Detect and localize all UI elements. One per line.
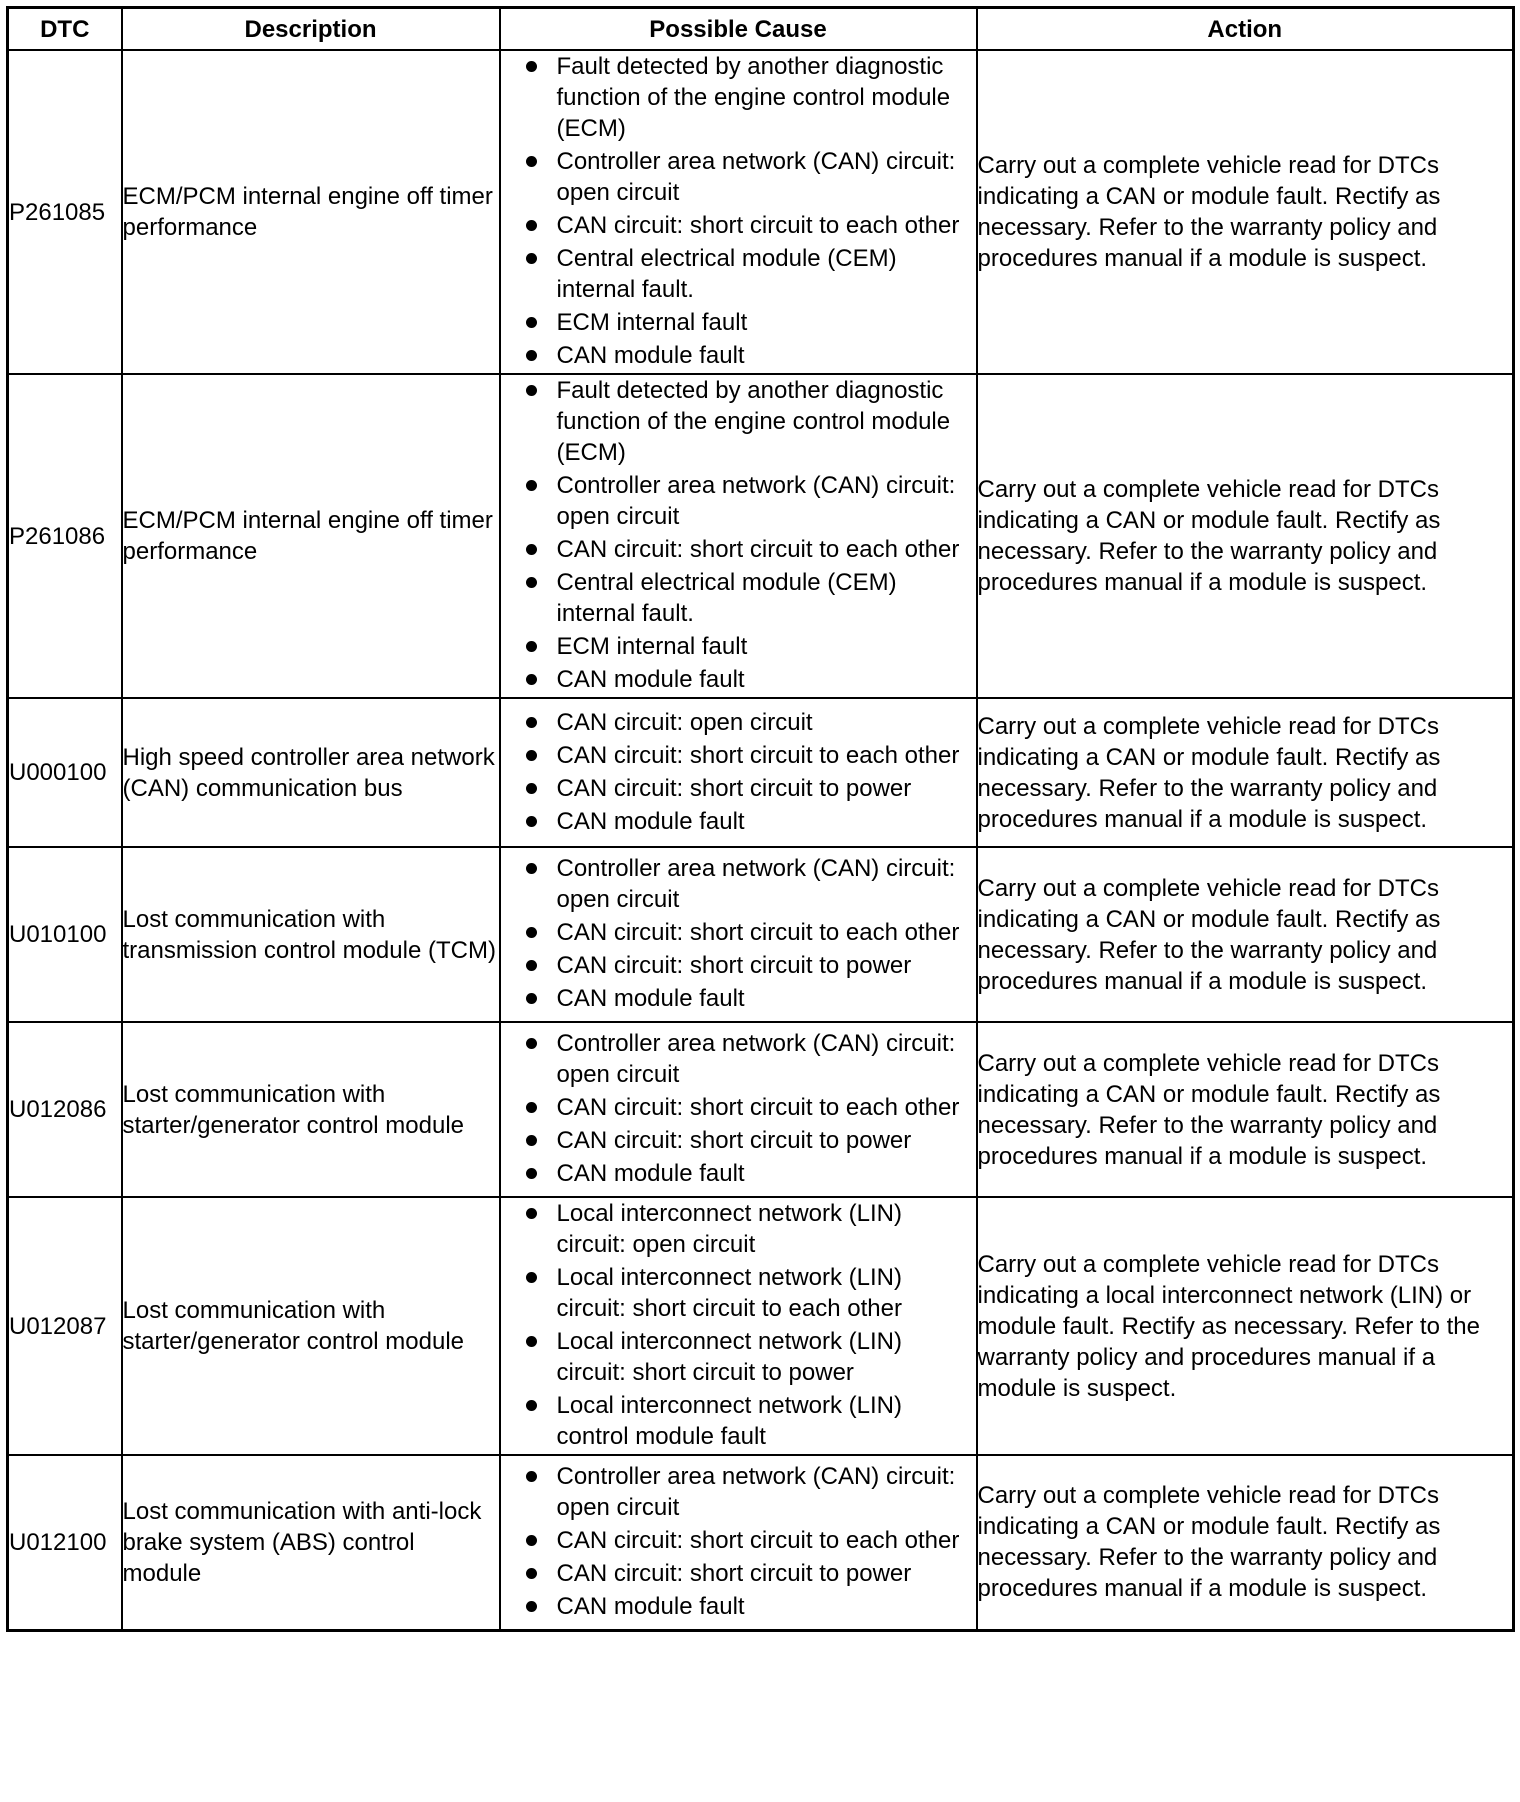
cause-item: ECM internal fault: [501, 307, 976, 338]
table-row: [8, 374, 1514, 698]
cause-item: CAN module fault: [501, 983, 976, 1014]
dtc-description: Lost communication with transmission control module (TCM): [122, 847, 500, 1022]
cause-item: CAN circuit: short circuit to each other: [501, 1525, 976, 1556]
header-action: Action: [977, 8, 1514, 51]
cause-item: CAN circuit: short circuit to power: [501, 950, 976, 981]
dtc-code: P261086: [8, 374, 122, 698]
dtc-code: U012087: [8, 1197, 122, 1455]
cause-item: ECM internal fault: [501, 631, 976, 662]
table-header-row: [8, 8, 1514, 51]
table-row: [8, 1197, 1514, 1455]
cause-item: CAN circuit: short circuit to each other: [501, 917, 976, 948]
cause-item: Controller area network (CAN) circuit: open circuit: [501, 146, 976, 208]
cause-item: CAN module fault: [501, 1158, 976, 1189]
possible-cause-list: [501, 51, 976, 371]
cause-item: Central electrical module (CEM) internal fault.: [501, 567, 976, 629]
cause-item: CAN circuit: short circuit to power: [501, 1125, 976, 1156]
possible-cause-list: [501, 1198, 976, 1452]
possible-cause-list: [501, 1461, 976, 1622]
cause-item: CAN circuit: short circuit to each other: [501, 534, 976, 565]
dtc-code: U012086: [8, 1022, 122, 1197]
dtc-code: U012100: [8, 1455, 122, 1630]
cause-item: CAN module fault: [501, 664, 976, 695]
cause-item: Controller area network (CAN) circuit: open circuit: [501, 853, 976, 915]
possible-cause-cell: [500, 1197, 977, 1455]
action-text: Carry out a complete vehicle read for DTCs indicating a CAN or module fault. Rectify as necessary. Refer to the warranty policy and procedures manual if a module is suspect.: [977, 50, 1514, 374]
possible-cause-cell: [500, 698, 977, 847]
dtc-description: High speed controller area network (CAN) communication bus: [122, 698, 500, 847]
dtc-description: Lost communication with starter/generator control module: [122, 1197, 500, 1455]
cause-item: CAN circuit: open circuit: [501, 707, 976, 738]
possible-cause-list: [501, 1028, 976, 1189]
dtc-code: U000100: [8, 698, 122, 847]
possible-cause-cell: [500, 50, 977, 374]
cause-item: Fault detected by another diagnostic function of the engine control module (ECM): [501, 51, 976, 144]
possible-cause-cell: [500, 847, 977, 1022]
possible-cause-cell: [500, 374, 977, 698]
cause-item: Fault detected by another diagnostic function of the engine control module (ECM): [501, 375, 976, 468]
header-description: Description: [122, 8, 500, 51]
cause-item: Local interconnect network (LIN) control module fault: [501, 1390, 976, 1452]
dtc-description: ECM/PCM internal engine off timer performance: [122, 374, 500, 698]
header-dtc: DTC: [8, 8, 122, 51]
possible-cause-list: [501, 707, 976, 837]
cause-item: Central electrical module (CEM) internal fault.: [501, 243, 976, 305]
cause-item: Controller area network (CAN) circuit: open circuit: [501, 1461, 976, 1523]
action-text: Carry out a complete vehicle read for DTCs indicating a CAN or module fault. Rectify as necessary. Refer to the warranty policy and procedures manual if a module is suspect.: [977, 374, 1514, 698]
cause-item: CAN circuit: short circuit to each other: [501, 740, 976, 771]
possible-cause-cell: [500, 1022, 977, 1197]
cause-item: Controller area network (CAN) circuit: open circuit: [501, 470, 976, 532]
possible-cause-list: [501, 375, 976, 695]
header-possible-cause: Possible Cause: [500, 8, 977, 51]
table-row: [8, 698, 1514, 847]
cause-item: CAN circuit: short circuit to each other: [501, 1092, 976, 1123]
dtc-description: Lost communication with anti-lock brake system (ABS) control module: [122, 1455, 500, 1630]
action-text: Carry out a complete vehicle read for DTCs indicating a CAN or module fault. Rectify as necessary. Refer to the warranty policy and procedures manual if a module is suspect.: [977, 1022, 1514, 1197]
cause-item: CAN module fault: [501, 806, 976, 837]
table-body: [8, 50, 1514, 1630]
cause-item: CAN circuit: short circuit to power: [501, 1558, 976, 1589]
cause-item: CAN module fault: [501, 340, 976, 371]
dtc-code: P261085: [8, 50, 122, 374]
table-row: [8, 1022, 1514, 1197]
table-row: [8, 50, 1514, 374]
cause-item: CAN circuit: short circuit to each other: [501, 210, 976, 241]
action-text: Carry out a complete vehicle read for DTCs indicating a CAN or module fault. Rectify as necessary. Refer to the warranty policy and procedures manual if a module is suspect.: [977, 1455, 1514, 1630]
dtc-description: Lost communication with starter/generator control module: [122, 1022, 500, 1197]
cause-item: Controller area network (CAN) circuit: open circuit: [501, 1028, 976, 1090]
cause-item: Local interconnect network (LIN) circuit: short circuit to each other: [501, 1262, 976, 1324]
dtc-table: [6, 6, 1515, 1632]
cause-item: Local interconnect network (LIN) circuit: open circuit: [501, 1198, 976, 1260]
table-row: [8, 847, 1514, 1022]
action-text: Carry out a complete vehicle read for DTCs indicating a CAN or module fault. Rectify as necessary. Refer to the warranty policy and procedures manual if a module is suspect.: [977, 698, 1514, 847]
possible-cause-cell: [500, 1455, 977, 1630]
possible-cause-list: [501, 853, 976, 1014]
dtc-description: ECM/PCM internal engine off timer performance: [122, 50, 500, 374]
cause-item: CAN circuit: short circuit to power: [501, 773, 976, 804]
cause-item: Local interconnect network (LIN) circuit: short circuit to power: [501, 1326, 976, 1388]
cause-item: CAN module fault: [501, 1591, 976, 1622]
action-text: Carry out a complete vehicle read for DTCs indicating a local interconnect network (LIN) or module fault. Rectify as necessary. Refer to the warranty policy and procedures manual if a module is suspect.: [977, 1197, 1514, 1455]
table-row: [8, 1455, 1514, 1630]
dtc-code: U010100: [8, 847, 122, 1022]
action-text: Carry out a complete vehicle read for DTCs indicating a CAN or module fault. Rectify as necessary. Refer to the warranty policy and procedures manual if a module is suspect.: [977, 847, 1514, 1022]
